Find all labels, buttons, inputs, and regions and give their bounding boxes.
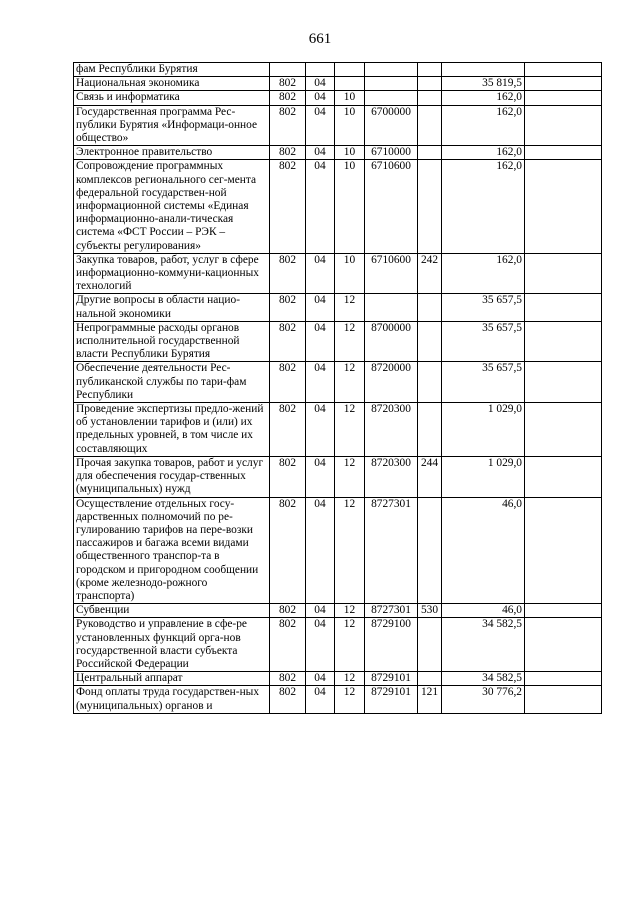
table-row: [74, 146, 602, 160]
cell-ministry: 802: [270, 604, 306, 618]
cell-ministry: 802: [270, 77, 306, 91]
table-row: [74, 160, 602, 253]
cell-section: 04: [306, 604, 335, 618]
table-row: [74, 105, 602, 146]
cell-section: 04: [306, 160, 335, 253]
cell-section: 04: [306, 321, 335, 362]
cell-subsection: 12: [335, 672, 365, 686]
cell-section: 04: [306, 403, 335, 457]
cell-subsection: [335, 63, 365, 77]
cell-expense-type: [418, 294, 442, 321]
table-row: [74, 456, 602, 497]
cell-expense-type: [418, 105, 442, 146]
cell-extra: [525, 497, 602, 604]
cell-amount: 34 582,5: [442, 672, 525, 686]
cell-amount: 46,0: [442, 604, 525, 618]
cell-target-article: 6710000: [365, 146, 418, 160]
cell-name: Руководство и управление в сфе-ре установленных функций орга-нов государственной власти субъекта Российской Федерации: [74, 618, 270, 672]
cell-ministry: 802: [270, 403, 306, 457]
cell-extra: [525, 686, 602, 713]
cell-target-article: 8700000: [365, 321, 418, 362]
table-row: [74, 403, 602, 457]
cell-subsection: 12: [335, 294, 365, 321]
cell-section: 04: [306, 672, 335, 686]
table-row: [74, 294, 602, 321]
cell-extra: [525, 253, 602, 294]
cell-ministry: 802: [270, 456, 306, 497]
cell-name: Центральный аппарат: [74, 672, 270, 686]
cell-ministry: 802: [270, 321, 306, 362]
cell-name: Электронное правительство: [74, 146, 270, 160]
cell-amount: 1 029,0: [442, 403, 525, 457]
cell-amount: 162,0: [442, 253, 525, 294]
cell-target-article: 8720000: [365, 362, 418, 403]
cell-name: Прочая закупка товаров, работ и услуг для обеспечения государ-ственных (муниципальных) нужд: [74, 456, 270, 497]
cell-extra: [525, 456, 602, 497]
cell-name: Проведение экспертизы предло-жений об установлении тарифов и (или) их предельных уровней, в том числе их составляющих: [74, 403, 270, 457]
table-row: [74, 604, 602, 618]
cell-target-article: 8720300: [365, 456, 418, 497]
cell-expense-type: 121: [418, 686, 442, 713]
cell-subsection: 12: [335, 362, 365, 403]
cell-expense-type: 242: [418, 253, 442, 294]
cell-extra: [525, 362, 602, 403]
cell-amount: 162,0: [442, 91, 525, 105]
page-number: 661: [308, 31, 332, 47]
cell-amount: 35 657,5: [442, 294, 525, 321]
cell-section: 04: [306, 362, 335, 403]
cell-section: 04: [306, 91, 335, 105]
cell-target-article: 8720300: [365, 403, 418, 457]
cell-expense-type: [418, 403, 442, 457]
cell-ministry: 802: [270, 362, 306, 403]
cell-target-article: 8729101: [365, 672, 418, 686]
cell-target-article: 8727301: [365, 497, 418, 604]
cell-name: Обеспечение деятельности Рес-публиканской службы по тари-фам Республики: [74, 362, 270, 403]
cell-expense-type: [418, 362, 442, 403]
cell-target-article: 8729101: [365, 686, 418, 713]
table-row: [74, 618, 602, 672]
cell-extra: [525, 604, 602, 618]
cell-name: Фонд оплаты труда государствен-ных (муниципальных) органов и: [74, 686, 270, 713]
table-row: [74, 253, 602, 294]
cell-section: 04: [306, 77, 335, 91]
cell-ministry: 802: [270, 146, 306, 160]
cell-target-article: 6710600: [365, 160, 418, 253]
cell-amount: [442, 63, 525, 77]
cell-extra: [525, 63, 602, 77]
cell-subsection: 12: [335, 686, 365, 713]
cell-target-article: 6710600: [365, 253, 418, 294]
cell-subsection: 10: [335, 91, 365, 105]
cell-expense-type: [418, 77, 442, 91]
cell-extra: [525, 91, 602, 105]
cell-ministry: 802: [270, 294, 306, 321]
cell-ministry: 802: [270, 672, 306, 686]
cell-extra: [525, 160, 602, 253]
cell-ministry: 802: [270, 686, 306, 713]
cell-name: Государственная программа Рес-публики Бурятия «Информаци-онное общество»: [74, 105, 270, 146]
table-row: [74, 686, 602, 713]
cell-expense-type: [418, 160, 442, 253]
cell-subsection: 10: [335, 105, 365, 146]
cell-target-article: 8729100: [365, 618, 418, 672]
cell-ministry: 802: [270, 618, 306, 672]
cell-name: фам Республики Бурятия: [74, 63, 270, 77]
cell-amount: 162,0: [442, 146, 525, 160]
cell-section: 04: [306, 146, 335, 160]
cell-subsection: 12: [335, 604, 365, 618]
table-row: [74, 91, 602, 105]
cell-section: 04: [306, 686, 335, 713]
cell-name: Национальная экономика: [74, 77, 270, 91]
cell-subsection: 10: [335, 253, 365, 294]
cell-expense-type: [418, 618, 442, 672]
cell-section: 04: [306, 618, 335, 672]
cell-subsection: 12: [335, 497, 365, 604]
cell-name: Связь и информатика: [74, 91, 270, 105]
table-row: [74, 63, 602, 77]
cell-name: Субвенции: [74, 604, 270, 618]
cell-amount: 1 029,0: [442, 456, 525, 497]
cell-subsection: 12: [335, 618, 365, 672]
cell-extra: [525, 672, 602, 686]
cell-section: [306, 63, 335, 77]
cell-ministry: 802: [270, 160, 306, 253]
budget-table: [73, 62, 602, 714]
cell-extra: [525, 294, 602, 321]
cell-name: Непрограммные расходы органов исполнительной государственной власти Республики Бурятия: [74, 321, 270, 362]
cell-ministry: 802: [270, 105, 306, 146]
cell-section: 04: [306, 294, 335, 321]
budget-table-body: [74, 63, 602, 714]
cell-amount: 162,0: [442, 105, 525, 146]
cell-ministry: 802: [270, 497, 306, 604]
cell-extra: [525, 77, 602, 91]
cell-extra: [525, 321, 602, 362]
cell-target-article: 6700000: [365, 105, 418, 146]
cell-subsection: [335, 77, 365, 91]
cell-section: 04: [306, 105, 335, 146]
cell-target-article: [365, 63, 418, 77]
cell-expense-type: [418, 321, 442, 362]
cell-subsection: 10: [335, 160, 365, 253]
cell-amount: 46,0: [442, 497, 525, 604]
cell-subsection: 12: [335, 403, 365, 457]
cell-amount: 34 582,5: [442, 618, 525, 672]
cell-name: Сопровождение программных комплексов регионального сег-мента федеральной государствен-ной информационной системы «Единая информационно-анали-тическая система «ФСТ России – РЭК – субъекты регулирования»: [74, 160, 270, 253]
cell-name: Закупка товаров, работ, услуг в сфере информационно-коммуни-кационных технологий: [74, 253, 270, 294]
cell-subsection: 12: [335, 321, 365, 362]
cell-amount: 35 657,5: [442, 321, 525, 362]
cell-extra: [525, 105, 602, 146]
cell-section: 04: [306, 456, 335, 497]
cell-expense-type: [418, 497, 442, 604]
cell-target-article: [365, 77, 418, 91]
cell-expense-type: [418, 63, 442, 77]
cell-amount: 35 819,5: [442, 77, 525, 91]
cell-amount: 162,0: [442, 160, 525, 253]
cell-expense-type: [418, 91, 442, 105]
cell-expense-type: [418, 146, 442, 160]
cell-expense-type: [418, 672, 442, 686]
table-row: [74, 77, 602, 91]
cell-ministry: 802: [270, 253, 306, 294]
cell-name: Осуществление отдельных госу-дарственных полномочий по ре-гулированию тарифов на пере-возки пассажиров и багажа всеми видами общественного транспор-та в городском и пригородном сообщении (кроме железнодо-рожного транспорта): [74, 497, 270, 604]
cell-expense-type: 530: [418, 604, 442, 618]
cell-target-article: [365, 91, 418, 105]
cell-amount: 35 657,5: [442, 362, 525, 403]
cell-section: 04: [306, 253, 335, 294]
table-row: [74, 362, 602, 403]
cell-extra: [525, 146, 602, 160]
table-row: [74, 321, 602, 362]
cell-amount: 30 776,2: [442, 686, 525, 713]
cell-target-article: [365, 294, 418, 321]
cell-ministry: [270, 63, 306, 77]
cell-extra: [525, 618, 602, 672]
cell-subsection: 10: [335, 146, 365, 160]
cell-expense-type: 244: [418, 456, 442, 497]
cell-subsection: 12: [335, 456, 365, 497]
cell-extra: [525, 403, 602, 457]
table-row: [74, 497, 602, 604]
table-row: [74, 672, 602, 686]
cell-ministry: 802: [270, 91, 306, 105]
cell-target-article: 8727301: [365, 604, 418, 618]
cell-name: Другие вопросы в области нацио-нальной экономики: [74, 294, 270, 321]
cell-section: 04: [306, 497, 335, 604]
